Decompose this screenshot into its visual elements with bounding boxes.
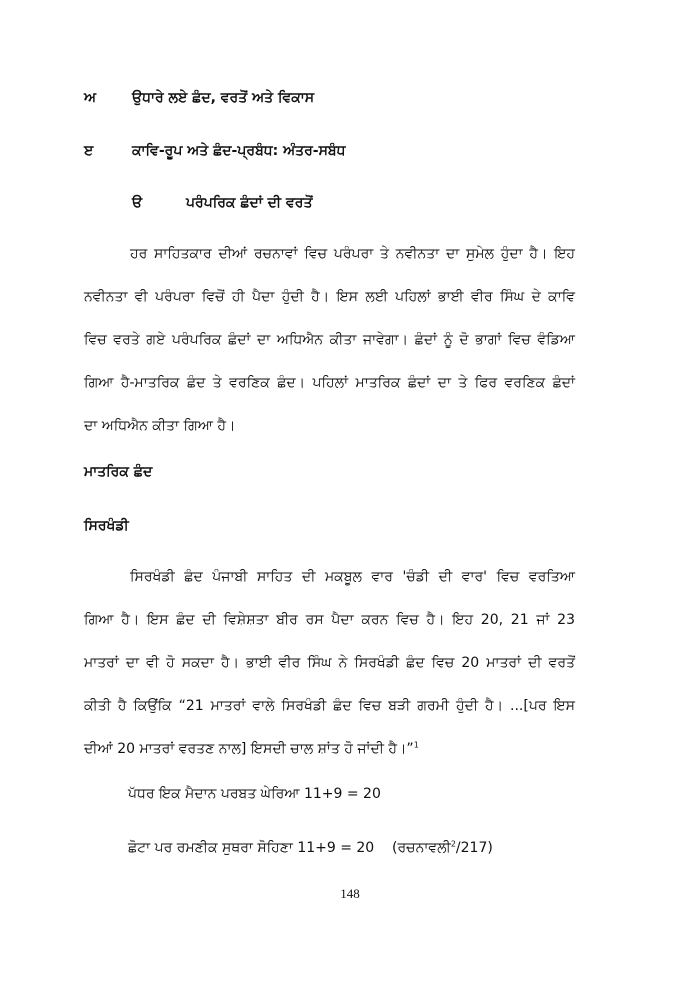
intro-line-4: ਗਿਆ ਹੈ-ਮਾਤਰਿਕ ਛੰਦ ਤੇ ਵਰਣਿਕ ਛੰਦ। ਪਹਿਲਾਂ ਮਾਤਰਿਕ ਛੰਦਾਂ ਦਾ ਤੇ ਫਿਰ ਵਰਣਿਕ ਛੰਦਾਂ — [84, 375, 575, 391]
subsection-heading-sirkhandi: ਸਿਰਖੰਡੀ — [84, 518, 129, 534]
intro-line-5: ਦਾ ਅਧਿਐਨ ਕੀਤਾ ਗਿਆ ਹੈ। — [84, 418, 236, 434]
section-heading-matrik: ਮਾਤਰਿਕ ਛੰਦ — [84, 464, 153, 480]
body-line-4: ਕੀਤੀ ਹੈ ਕਿਉਂਕਿ “21 ਮਾਤਰਾਂ ਵਾਲੇ ਸਿਰਖੰਡੀ ਛੰਦ ਵਿਚ ਬੜੀ ਗਰਮੀ ਹੁੰਦੀ ਹੈ। ...[ਪਰ ਇਸ — [84, 698, 575, 714]
heading-marker-e: ੲ — [84, 143, 94, 159]
body-line-1: ਸਿਰਖੰਡੀ ਛੰਦ ਪੰਜਾਬੀ ਸਾਹਿਤ ਦੀ ਮਕਬੂਲ ਵਾਰ 'ਚੰਡੀ ਦੀ ਵਾਰ' ਵਿਚ ਵਰਤਿਆ — [130, 569, 575, 585]
heading-borrowed-meters: ਉਧਾਰੇ ਲਏ ਛੰਦ, ਵਰਤੋਂ ਅਤੇ ਵਿਕਾਸ — [132, 90, 315, 106]
body-line-5 — [84, 739, 419, 759]
body-line-2: ਗਿਆ ਹੈ। ਇਸ ਛੰਦ ਦੀ ਵਿਸ਼ੇਸ਼ਤਾ ਬੀਰ ਰਸ ਪੈਦਾ ਕਰਨ ਵਿਚ ਹੈ। ਇਹ 20, 21 ਜਾਂ 23 — [84, 612, 575, 628]
heading-traditional-meters: ਪਰੰਪਰਿਕ ਛੰਦਾਂ ਦੀ ਵਰਤੋਂ — [186, 195, 313, 211]
intro-line-3: ਵਿਚ ਵਰਤੇ ਗਏ ਪਰੰਪਰਿਕ ਛੰਦਾਂ ਦਾ ਅਧਿਐਨ ਕੀਤਾ ਜਾਵੇਗਾ। ਛੰਦਾਂ ਨੂੰ ਦੋ ਭਾਗਾਂ ਵਿਚ ਵੰਡਿਆ — [84, 332, 575, 348]
intro-line-1: ਹਰ ਸਾਹਿਤਕਾਰ ਦੀਆਂ ਰਚਨਾਵਾਂ ਵਿਚ ਪਰੰਪਰਾ ਤੇ ਨਵੀਨਤਾ ਦਾ ਸੁਮੇਲ ਹੁੰਦਾ ਹੈ। ਇਹ — [130, 246, 575, 262]
heading-marker-u: ੳ — [132, 195, 143, 211]
body-line-5-text: ਦੀਆਂ 20 ਮਾਤਰਾਂ ਵਰਤਣ ਨਾਲ] ਇਸਦੀ ਚਾਲ ਸ਼ਾਂਤ ਹੋ ਜਾਂਦੀ ਹੈ।” — [84, 741, 414, 757]
verse-line-2 — [128, 838, 493, 858]
page-number: 148 — [340, 886, 360, 901]
verse-line-1: ਪੱਧਰ ਇਕ ਮੈਦਾਨ ਪਰਬਤ ਘੇਰਿਆ 11+9 = 20 — [128, 786, 381, 802]
footnote-ref-2[interactable]: 2 — [450, 839, 456, 849]
verse-citation: (ਰਚਨਾਵਲੀ — [392, 840, 451, 856]
body-line-3: ਮਾਤਰਾਂ ਦਾ ਵੀ ਹੋ ਸਕਦਾ ਹੈ। ਭਾਈ ਵੀਰ ਸਿੰਘ ਨੇ ਸਿਰਖੰਡੀ ਛੰਦ ਵਿਚ 20 ਮਾਤਰਾਂ ਦੀ ਵਰਤੋਂ — [84, 655, 575, 671]
footnote-ref-1[interactable]: 1 — [413, 740, 419, 750]
verse-citation-page: /217) — [455, 840, 493, 856]
intro-line-2: ਨਵੀਨਤਾ ਵੀ ਪਰੰਪਰਾ ਵਿਚੋਂ ਹੀ ਪੈਦਾ ਹੁੰਦੀ ਹੈ। ਇਸ ਲਈ ਪਹਿਲਾਂ ਭਾਈ ਵੀਰ ਸਿੰਘ ਦੇ ਕਾਵਿ — [84, 289, 575, 305]
verse-line-2-text: ਛੋਟਾ ਪਰ ਰਮਣੀਕ ਸੁਥਰਾ ਸੋਹਿਣਾ 11+9 = 20 — [128, 840, 375, 856]
heading-poetic-forms: ਕਾਵਿ-ਰੂਪ ਅਤੇ ਛੰਦ-ਪ੍ਰਬੰਧ: ਅੰਤਰ-ਸਬੰਧ — [132, 143, 346, 159]
heading-marker-a: ਅ — [84, 90, 97, 106]
